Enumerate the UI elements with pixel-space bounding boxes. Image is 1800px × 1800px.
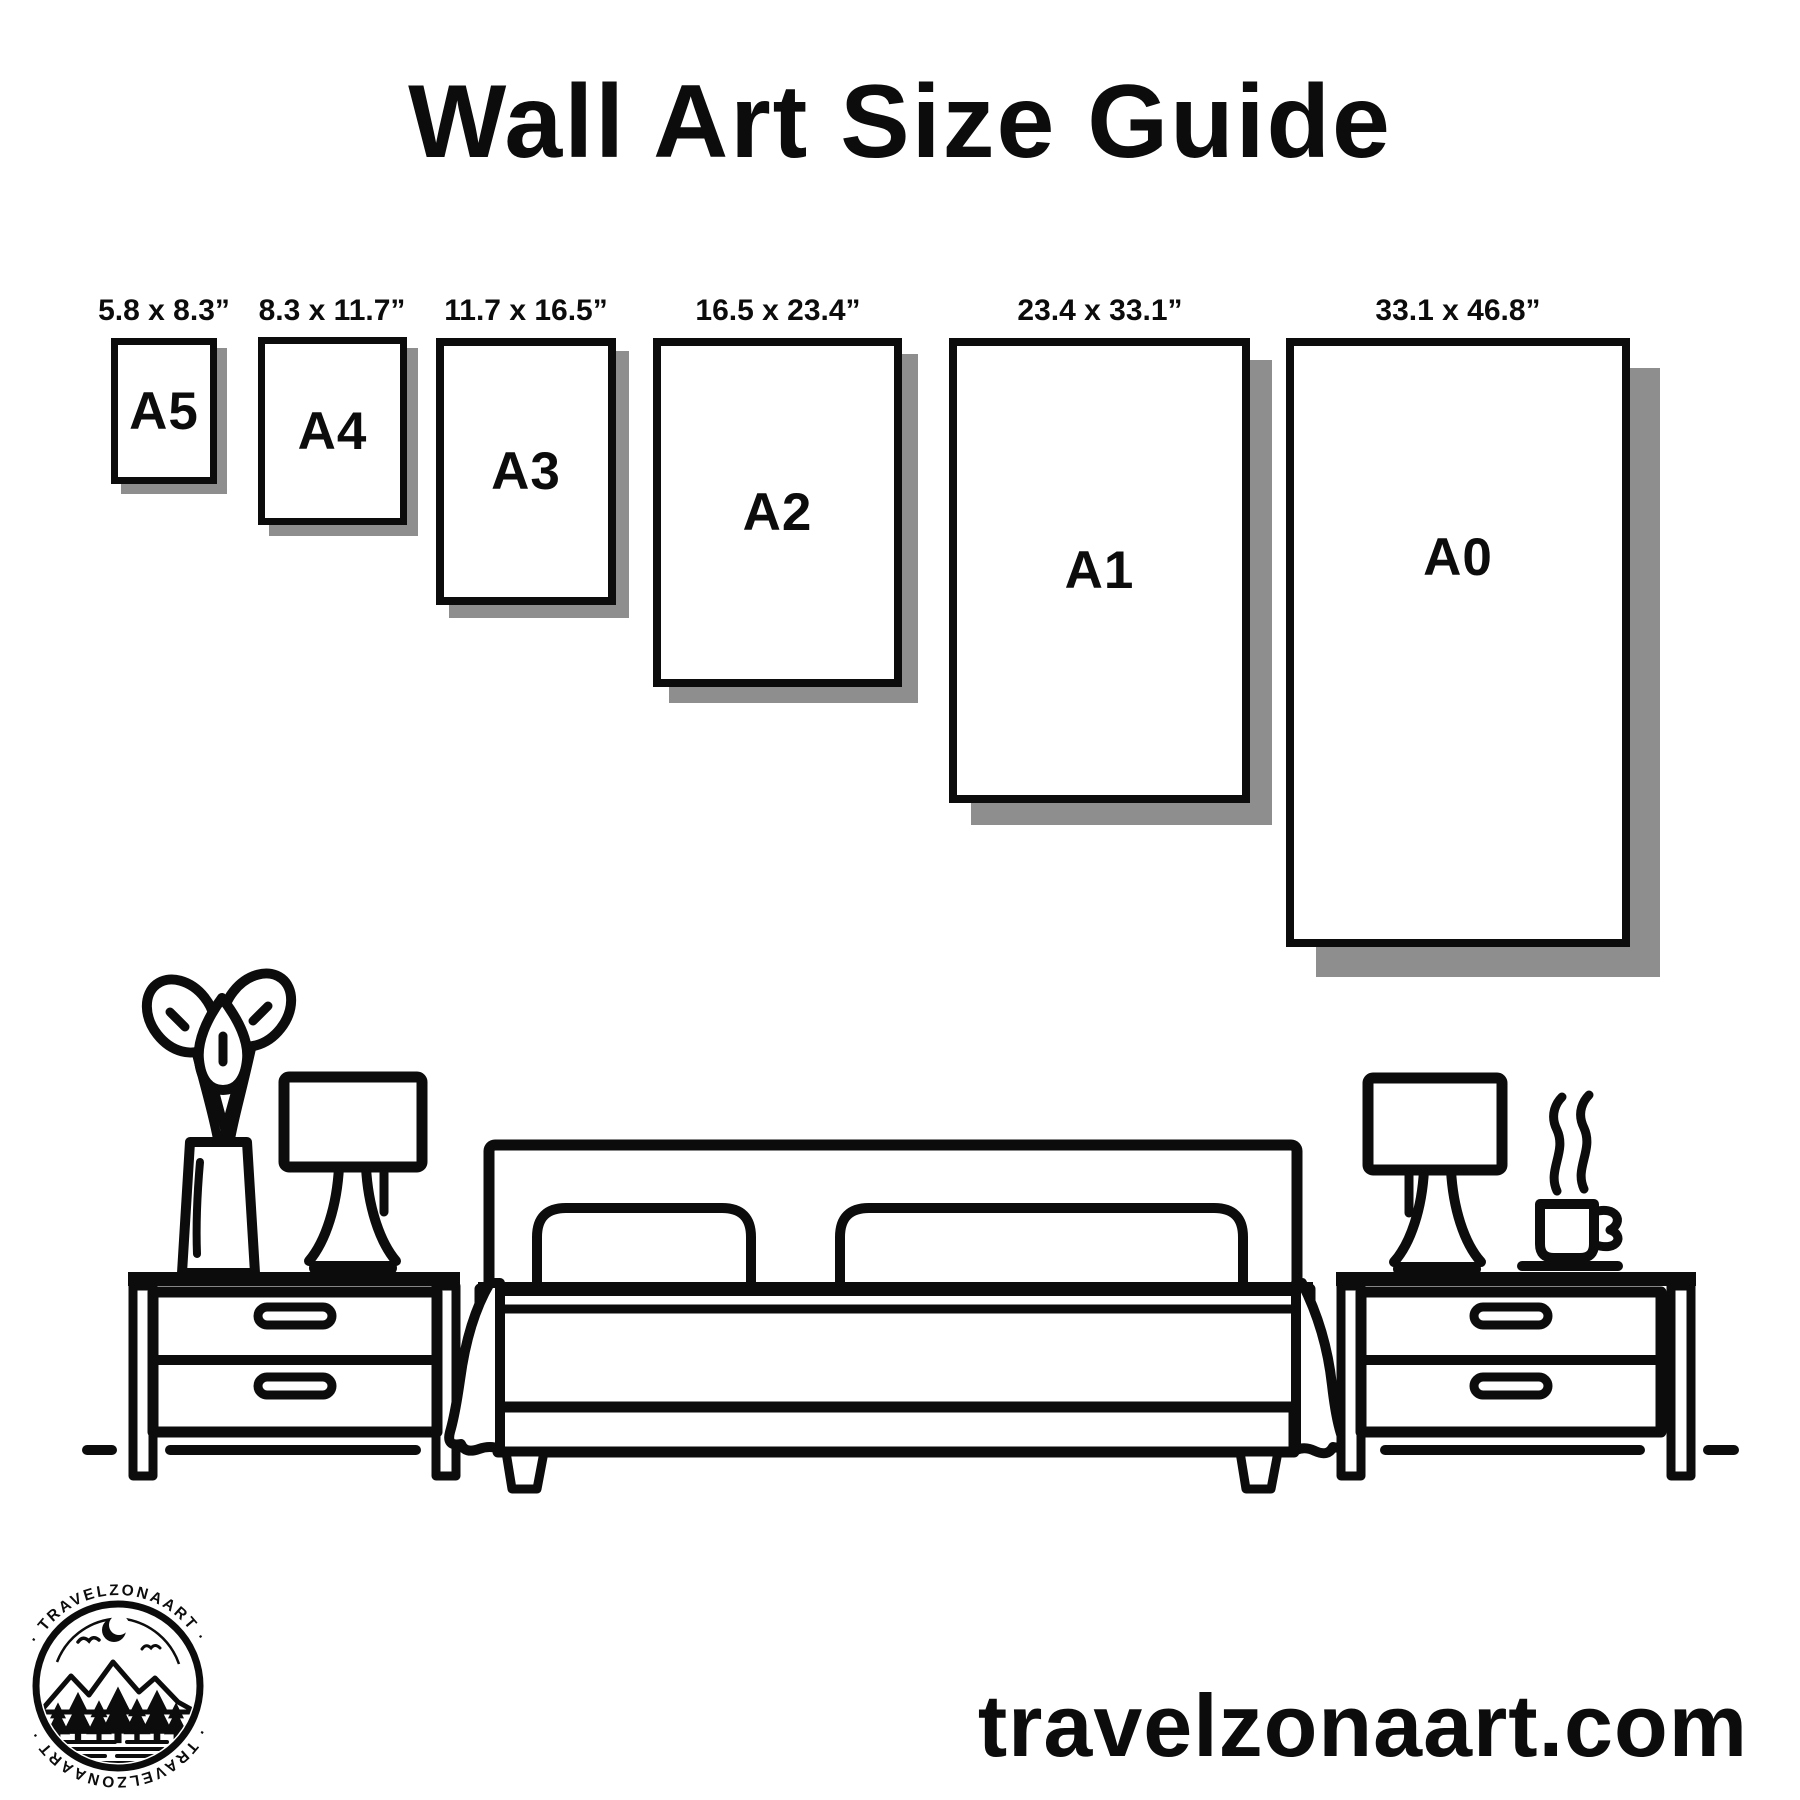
size-dimensions-a5: 5.8 x 8.3”: [98, 294, 230, 327]
size-frame-a2: [653, 338, 902, 687]
size-frame-a4: [258, 337, 407, 525]
nightstand-left-icon: [128, 1272, 460, 1476]
size-dimensions-a2: 16.5 x 23.4”: [695, 294, 861, 327]
website-url: travelzonaart.com: [977, 1676, 1748, 1775]
double-bed-icon: [449, 1145, 1343, 1489]
blanket-drape: [1296, 1283, 1343, 1453]
table-lamp-left-icon: [284, 1077, 422, 1268]
size-dimensions-a1: 23.4 x 33.1”: [1017, 294, 1183, 327]
drawer-handle: [258, 1307, 332, 1325]
logo-arc-text-top: · TRAVELZONAART ·: [25, 1581, 211, 1646]
pillow: [537, 1208, 751, 1290]
drawer-handle: [1474, 1377, 1548, 1395]
steam-icon: [1581, 1095, 1589, 1189]
size-dimensions-a4: 8.3 x 11.7”: [258, 294, 406, 327]
brand-logo: [15, 1578, 221, 1792]
size-frame-a0: [1286, 338, 1630, 947]
bed-leg: [506, 1452, 544, 1489]
size-name-a0: A0: [1423, 528, 1493, 587]
size-dimensions-a0: 33.1 x 46.8”: [1375, 294, 1541, 327]
table-lamp-right-icon: [1368, 1078, 1502, 1269]
drawer-handle: [258, 1377, 332, 1395]
size-name-a4: A4: [297, 401, 368, 461]
size-frame-a5: [111, 338, 217, 484]
size-name-a3: A3: [491, 442, 561, 501]
pillow: [840, 1208, 1243, 1290]
logo-scene: [40, 1615, 196, 1763]
page-title: Wall Art Size Guide: [408, 64, 1392, 180]
size-frame-a3: [436, 338, 616, 605]
size-name-a2: A2: [742, 483, 813, 542]
coffee-cup-icon: [1522, 1095, 1618, 1266]
size-name-a1: A1: [1064, 541, 1135, 600]
bird-icon: [142, 1646, 160, 1650]
logo-arc-text-bottom: · TRAVELZONAART ·: [25, 1726, 211, 1791]
bed-leg: [1240, 1452, 1278, 1489]
size-dimensions-a3: 11.7 x 16.5”: [444, 294, 608, 327]
nightstand-right-icon: [1336, 1272, 1696, 1476]
size-frame-a1: [949, 338, 1250, 803]
drawer-handle: [1474, 1307, 1548, 1325]
size-name-a5: A5: [129, 381, 199, 441]
bedroom-illustration: [60, 960, 1760, 1520]
bird-icon: [78, 1638, 99, 1642]
steam-icon: [1554, 1097, 1562, 1191]
bed-base: [498, 1407, 1294, 1452]
